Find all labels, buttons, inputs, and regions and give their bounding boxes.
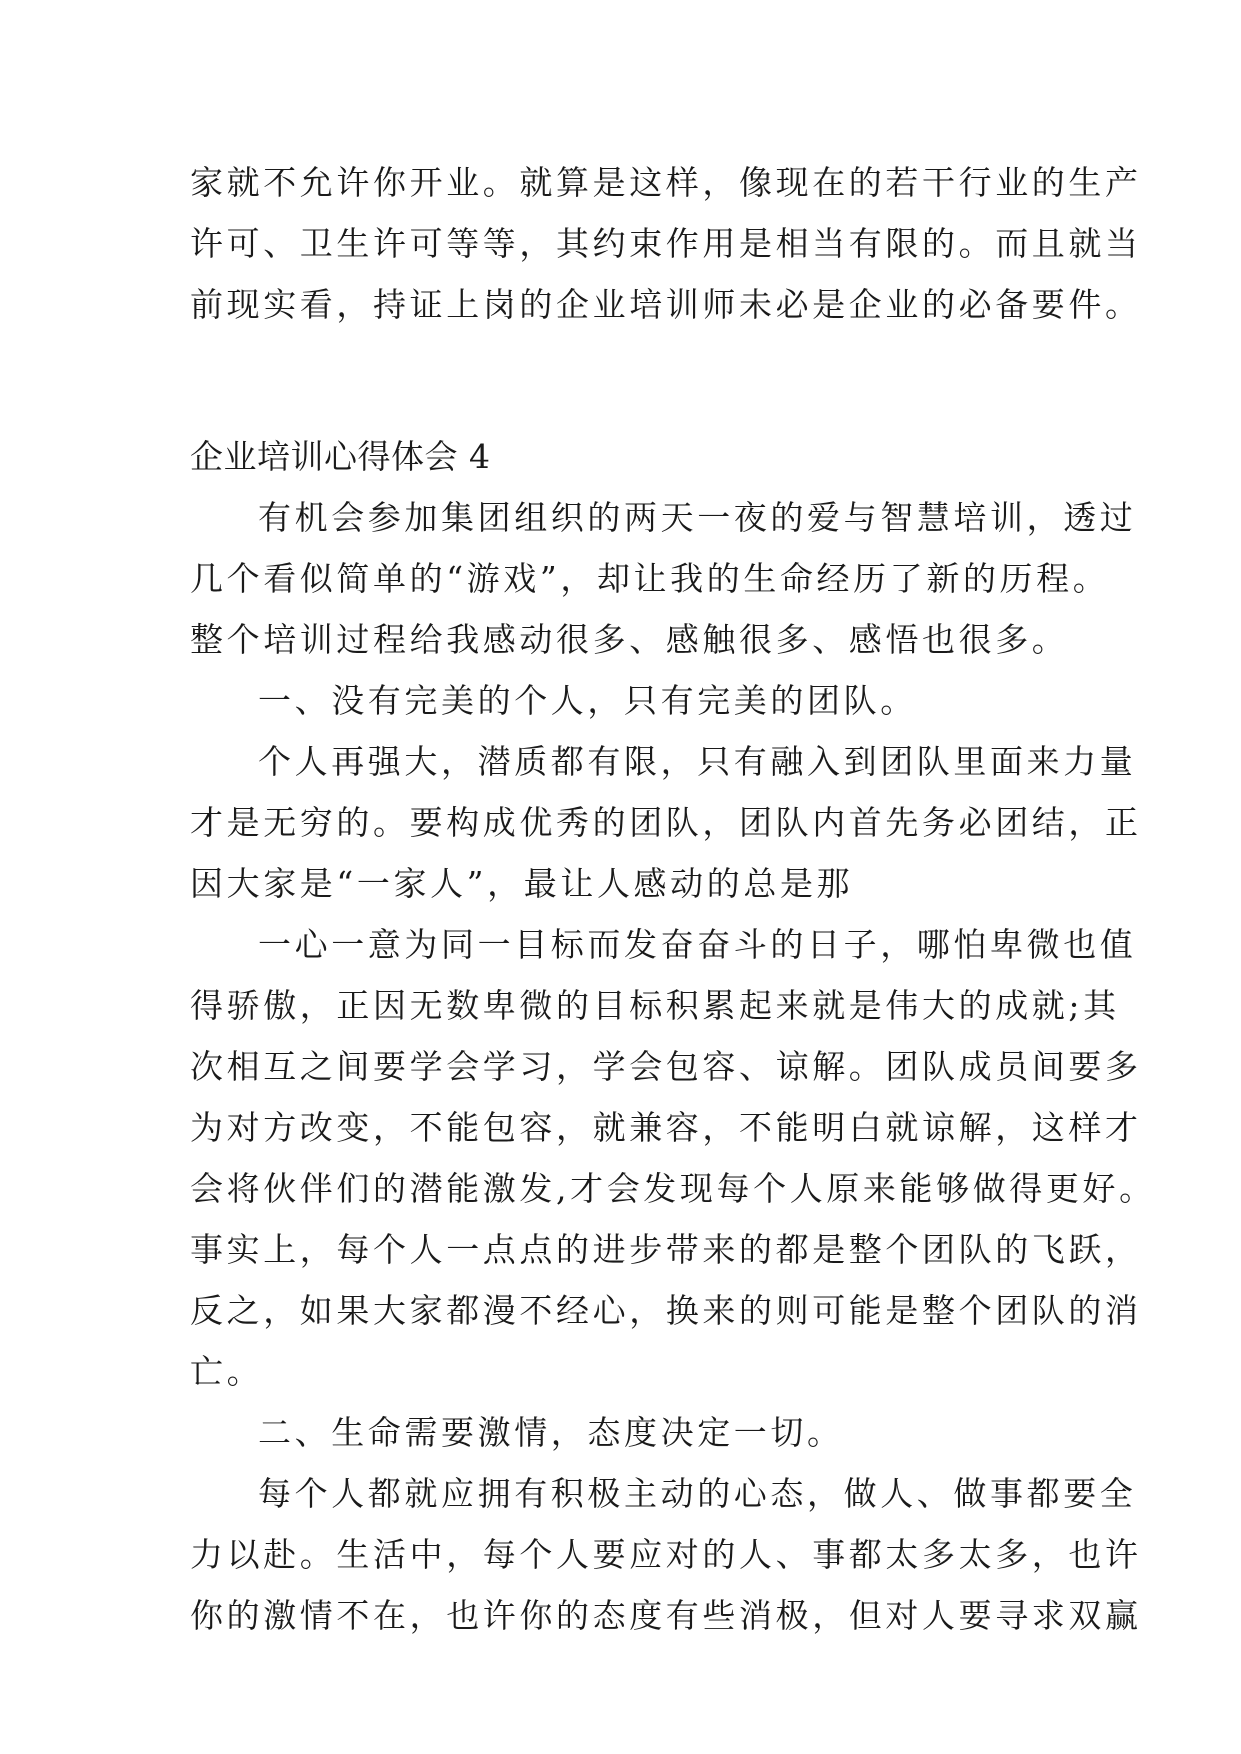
intro-paragraph (190, 152, 1142, 335)
paragraph (190, 731, 1142, 914)
text-line: 次相互之间要学会学习，学会包容、谅解。团队成员间要多 (190, 1047, 1142, 1086)
subheading (190, 670, 1050, 731)
section-spacer (190, 335, 1050, 426)
text-line: 你的激情不在，也许你的态度有些消极，但对人要寻求双赢 (190, 1596, 1142, 1635)
text-line: 每个人都就应拥有积极主动的心态，做人、做事都要全 (258, 1474, 1137, 1513)
text-line: 一心一意为同一目标而发奋奋斗的日子，哪怕卑微也值 (258, 925, 1137, 964)
section-title: 企业培训心得体会 4 (190, 437, 491, 476)
paragraph (190, 1463, 1142, 1646)
text-line: 力以赴。生活中，每个人要应对的人、事都太多太多，也许 (190, 1535, 1142, 1574)
text-line: 因大家是“一家人”，最让人感动的总是那 (190, 864, 854, 903)
text-line: 二、生命需要激情，态度决定一切。 (258, 1413, 844, 1452)
text-line: 许可、卫生许可等等，其约束作用是相当有限的。而且就当 (190, 224, 1142, 263)
text-line: 个人再强大，潜质都有限，只有融入到团队里面来力量 (258, 742, 1137, 781)
text-line: 家就不允许你开业。就算是这样，像现在的若干行业的生产 (190, 163, 1142, 202)
text-line: 前现实看，持证上岗的企业培训师未必是企业的必备要件。 (190, 285, 1142, 324)
text-line: 会将伙伴们的潜能激发,才会发现每个人原来能够做得更好。 (190, 1169, 1156, 1208)
text-line: 得骄傲，正因无数卑微的目标积累起来就是伟大的成就;其 (190, 986, 1120, 1025)
paragraph (190, 914, 1156, 1402)
text-line: 反之，如果大家都漫不经心，换来的则可能是整个团队的消 (190, 1291, 1142, 1330)
text-line: 一、没有完美的个人，只有完美的团队。 (258, 681, 917, 720)
text-line: 事实上，每个人一点点的进步带来的都是整个团队的飞跃， (190, 1230, 1142, 1269)
document-body (190, 152, 1156, 1646)
text-line: 才是无穷的。要构成优秀的团队，团队内首先务必团结，正 (190, 803, 1142, 842)
paragraph (190, 487, 1137, 670)
subheading (190, 1402, 1050, 1463)
text-line: 亡。 (190, 1352, 264, 1391)
text-line: 整个培训过程给我感动很多、感触很多、感悟也很多。 (190, 620, 1069, 659)
text-line: 几个看似简单的“游戏”，却让我的生命经历了新的历程。 (190, 559, 1110, 598)
text-line: 为对方改变，不能包容，就兼容，不能明白就谅解，这样才 (190, 1108, 1142, 1147)
text-line: 有机会参加集团组织的两天一夜的爱与智慧培训，透过 (258, 498, 1137, 537)
